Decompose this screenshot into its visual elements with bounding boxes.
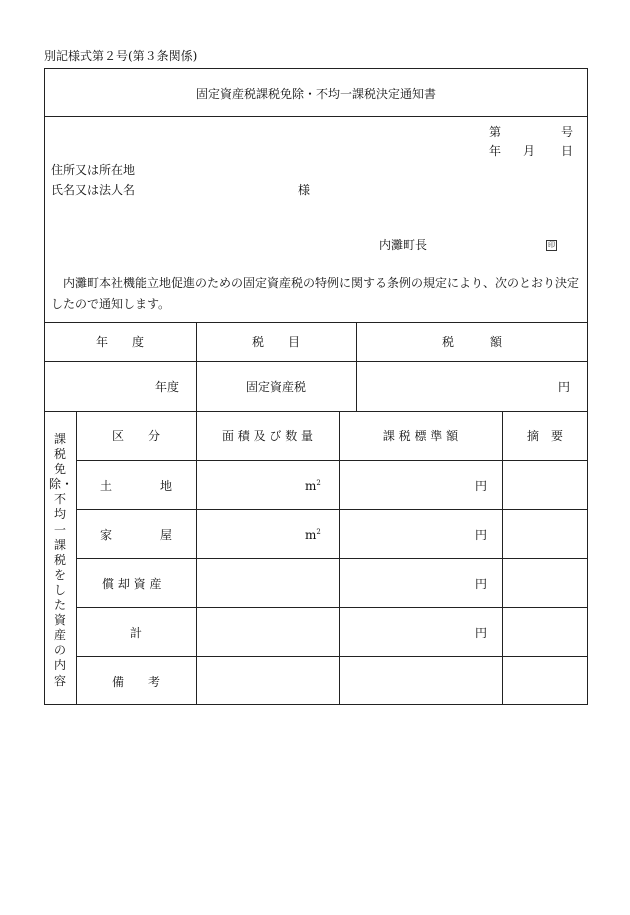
number-label: 第: [489, 125, 502, 139]
divider: [76, 411, 77, 705]
header-area: 面 積 及 び 数 量: [221, 429, 314, 443]
amount-unit: 円: [475, 528, 488, 542]
header-tax-item: 税 目: [251, 335, 300, 349]
divider: [44, 116, 588, 117]
asset-side-label: 課税免除・不均一課税をした資産の内容: [49, 432, 74, 688]
document-title: 固定資産税課税免除・不均一課税決定通知書: [195, 87, 436, 101]
year-suffix: 年度: [155, 380, 180, 394]
divider: [339, 411, 340, 705]
row-category: 備 考: [111, 675, 160, 689]
issuer: 内灘町長: [379, 238, 428, 252]
seal-mark: 印: [548, 241, 555, 249]
amount-unit: 円: [475, 479, 488, 493]
honorific: 様: [298, 183, 311, 197]
divider: [44, 361, 588, 362]
divider: [44, 322, 588, 323]
divider: [502, 411, 503, 705]
amount-unit: 円: [475, 577, 488, 591]
address-label: 住所又は所在地: [51, 163, 136, 177]
date-day: 日: [561, 144, 574, 158]
divider: [196, 411, 197, 705]
header-year: 年 度: [95, 335, 144, 349]
header-base-amount: 課 税 標 準 額: [382, 429, 459, 443]
row-category: 計: [129, 626, 142, 640]
divider: [76, 656, 588, 657]
row-category: 土 地: [100, 479, 173, 493]
divider: [44, 411, 588, 412]
header-category: 区 分: [111, 429, 160, 443]
divider: [76, 509, 588, 510]
amount-unit: 円: [475, 626, 488, 640]
divider: [76, 460, 588, 461]
date-year: 年: [489, 144, 502, 158]
area-unit: $m^2$: [305, 528, 321, 542]
tax-item: 固定資産税: [245, 380, 306, 394]
divider: [76, 558, 588, 559]
divider: [76, 607, 588, 608]
row-category: 償 却 資 産: [102, 577, 162, 591]
notice-body: 内灘町本社機能立地促進のための固定資産税の特例に関する条例の規定により、次のとおり決定したので通知します。: [51, 276, 580, 311]
date-month: 月: [523, 144, 536, 158]
header-tax-amount: 税 額: [441, 335, 502, 349]
tax-amount-unit: 円: [558, 380, 571, 394]
header-remarks: 摘 要: [526, 429, 563, 443]
row-category: 家 屋: [100, 528, 173, 542]
area-unit: $m^2$: [305, 479, 321, 493]
form-number-label: 別記様式第２号(第３条関係): [44, 49, 198, 63]
name-label: 氏名又は法人名: [51, 183, 136, 197]
number-suffix: 号: [561, 125, 574, 139]
